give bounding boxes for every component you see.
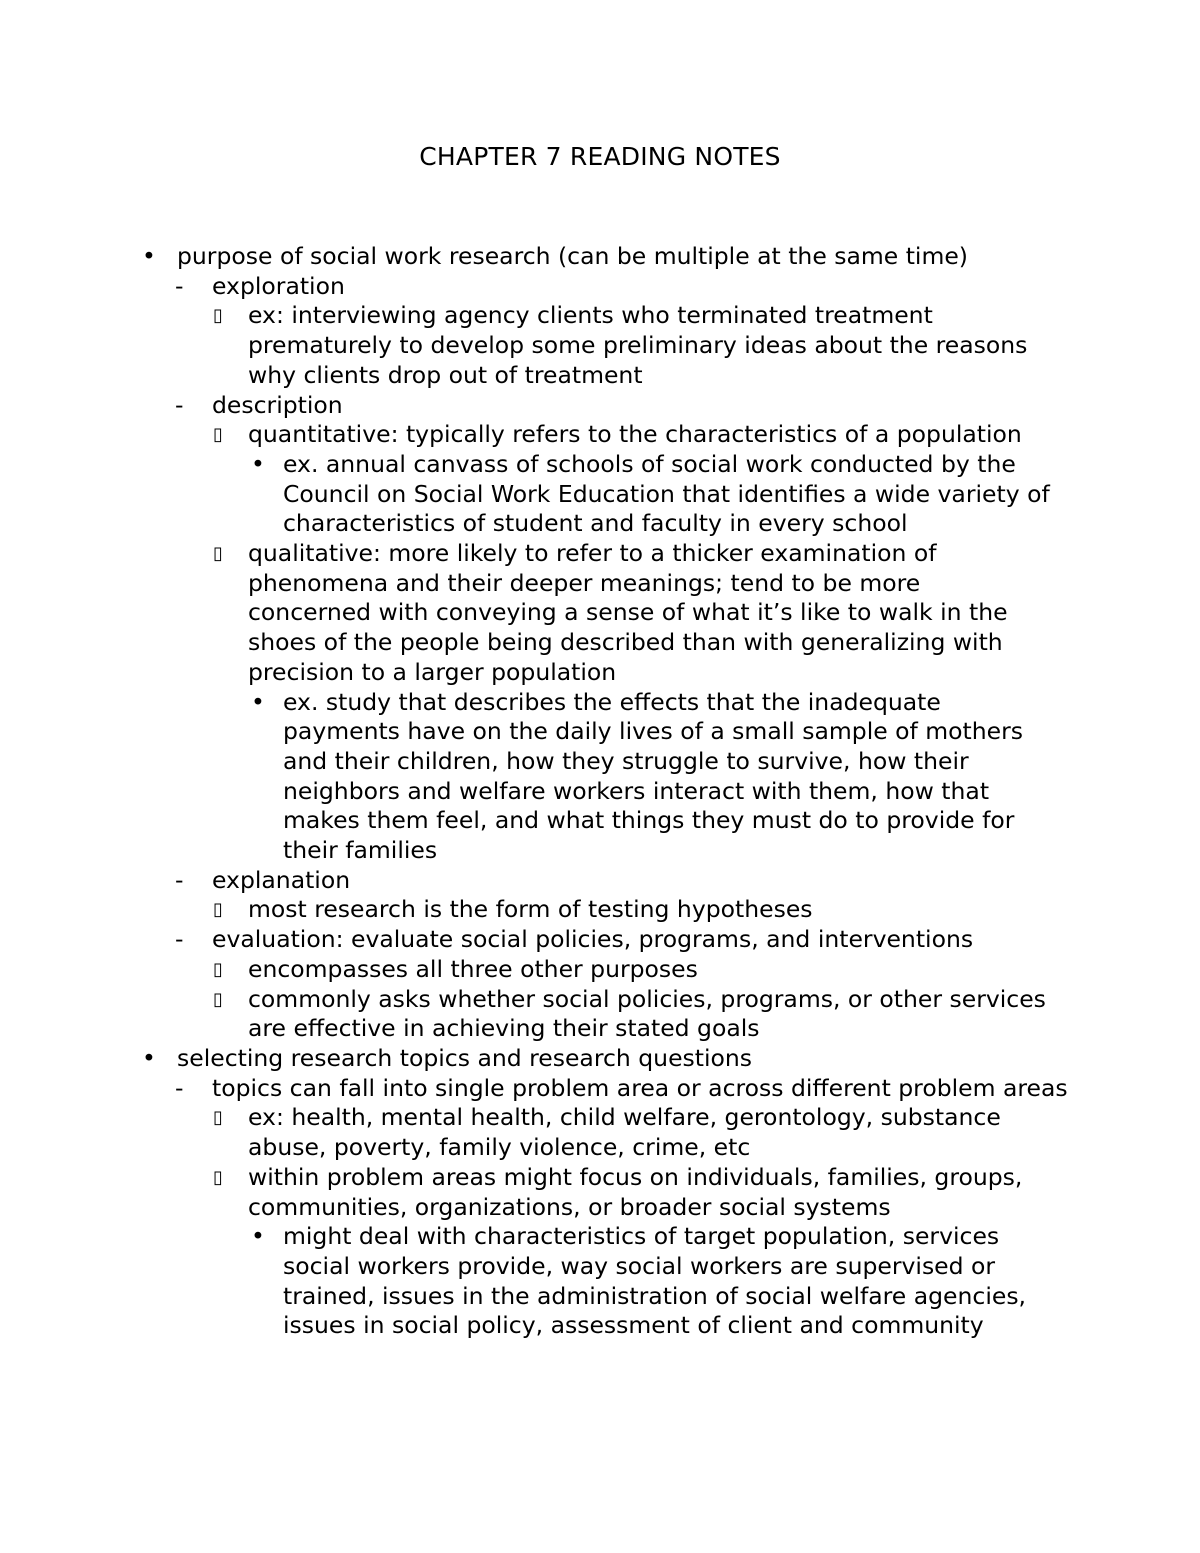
outline-item-level-1 <box>0 242 1200 272</box>
outline-item-level-3 <box>0 985 1200 1044</box>
outline-item-level-1 <box>0 1044 1200 1074</box>
dash-icon: - <box>175 925 184 954</box>
outline-item-text: might deal with characteristics of target population, services social workers provide, way social workers are supervised or trained, issues in the administration of social welfare agencies, issues in social policy, assessment of client and community <box>283 1222 1027 1340</box>
box-bullet-icon: ▯ <box>213 899 223 921</box>
outline-item-level-2 <box>0 391 1200 421</box>
outline-item-text: most research is the form of testing hypotheses <box>248 895 813 924</box>
outline-item-text: explanation <box>212 865 351 894</box>
outline-item-text: commonly asks whether social policies, programs, or other services are effective in achieving their stated goals <box>248 984 1046 1043</box>
outline-item-level-3 <box>0 1163 1200 1222</box>
bullet-icon: • <box>251 1222 265 1251</box>
bullet-icon: • <box>142 1043 156 1072</box>
bullet-icon: • <box>251 449 265 478</box>
outline-item-text: ex: interviewing agency clients who terminated treatment prematurely to develop some preliminary ideas about the reasons why clients drop out of treatment <box>248 301 1028 389</box>
outline-item-level-3 <box>0 420 1200 450</box>
outline-item-text: topics can fall into single problem area or across different problem areas <box>212 1073 1068 1102</box>
outline-item-text: encompasses all three other purposes <box>248 954 698 983</box>
outline-item-text: within problem areas might focus on individuals, families, groups, communities, organizations, or broader social systems <box>248 1162 1023 1221</box>
outline-item-text: selecting research topics and research questions <box>177 1043 753 1072</box>
outline-item-level-4 <box>0 450 1200 539</box>
box-bullet-icon: ▯ <box>213 543 223 565</box>
outline-item-level-3 <box>0 539 1200 688</box>
bullet-icon: • <box>142 242 156 270</box>
outline-item-text: quantitative: typically refers to the characteristics of a population <box>248 420 1022 449</box>
box-bullet-icon: ▯ <box>213 1107 223 1129</box>
dash-icon: - <box>175 865 184 894</box>
box-bullet-icon: ▯ <box>213 958 223 980</box>
outline-item-text: evaluation: evaluate social policies, programs, and interventions <box>212 925 974 954</box>
outline-item-level-2 <box>0 925 1200 955</box>
box-bullet-icon: ▯ <box>213 1166 223 1188</box>
outline-item-level-4 <box>0 1222 1200 1341</box>
outline-item-text: ex: health, mental health, child welfare, gerontology, substance abuse, poverty, family violence, crime, etc <box>248 1103 1001 1162</box>
dash-icon: - <box>175 390 184 419</box>
outline-item-text: ex. annual canvass of schools of social work conducted by the Council on Social Work Education that identifies a wide variety of characteristics of student and faculty in every school <box>283 449 1050 538</box>
outline-item-level-4 <box>0 688 1200 866</box>
outline-item-level-3 <box>0 895 1200 925</box>
dash-icon: - <box>175 271 184 300</box>
page-title: CHAPTER 7 READING NOTES <box>419 142 781 171</box>
outline-item-text: qualitative: more likely to refer to a thicker examination of phenomena and their deeper meanings; tend to be more concerned with conveying a sense of what it’s like to walk in the shoes of the people being described than with generalizing with precision to a larger population <box>248 539 1008 686</box>
outline-item-level-3 <box>0 301 1200 390</box>
box-bullet-icon: ▯ <box>213 305 223 327</box>
outline-item-level-2 <box>0 272 1200 302</box>
box-bullet-icon: ▯ <box>213 424 223 446</box>
outline-item-text: ex. study that describes the effects that the inadequate payments have on the daily lives of a small sample of mothers and their children, how they struggle to survive, how their neighbors and welfare workers interact with them, how that makes them feel, and what things they must do to provide for their families <box>283 687 1024 865</box>
bullet-icon: • <box>251 687 265 716</box>
notes-outline <box>0 242 1200 1341</box>
box-bullet-icon: ▯ <box>213 988 223 1010</box>
outline-item-text: purpose of social work research (can be multiple at the same time) <box>177 242 968 270</box>
outline-item-text: description <box>212 390 343 419</box>
outline-item-level-3 <box>0 955 1200 985</box>
outline-item-level-2 <box>0 866 1200 896</box>
outline-item-level-3 <box>0 1103 1200 1162</box>
dash-icon: - <box>175 1073 184 1102</box>
outline-item-text: exploration <box>212 271 345 300</box>
outline-item-level-2 <box>0 1074 1200 1104</box>
